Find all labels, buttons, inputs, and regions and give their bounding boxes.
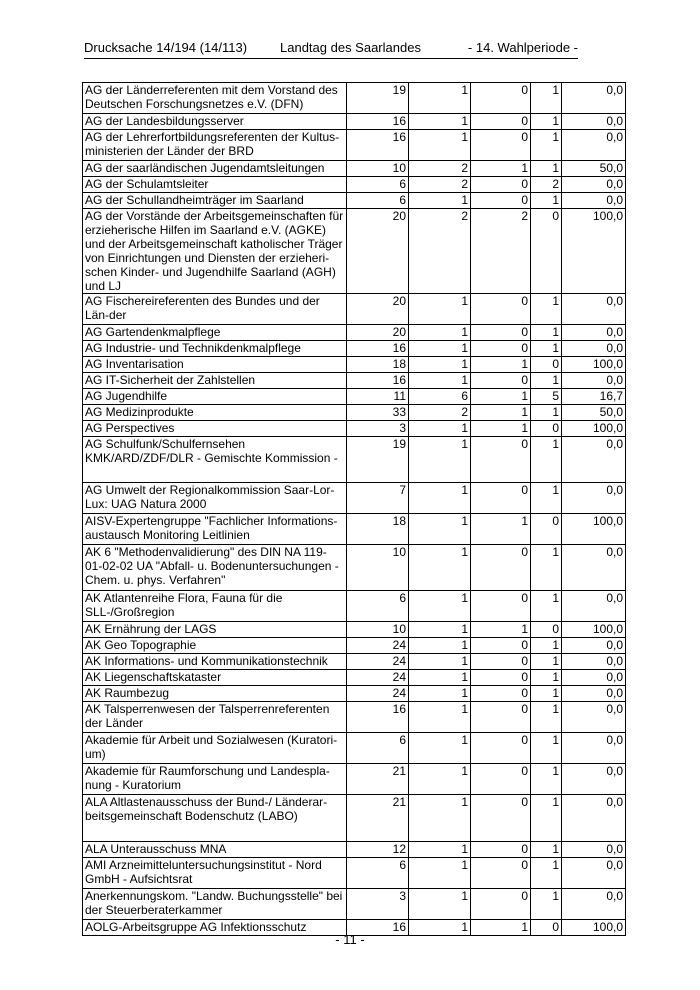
cell-value-c3: 1 bbox=[471, 389, 531, 405]
cell-value-c3: 1 bbox=[471, 920, 531, 936]
cell-value-c2: 1 bbox=[409, 733, 471, 764]
cell-value-c5: 0,0 bbox=[562, 483, 626, 514]
cell-value-c4: 1 bbox=[531, 161, 562, 177]
table-row bbox=[83, 795, 626, 842]
cell-value-c1: 11 bbox=[347, 389, 409, 405]
cell-value-c1: 33 bbox=[347, 405, 409, 421]
cell-value-c1: 16 bbox=[347, 341, 409, 357]
cell-value-c3: 0 bbox=[471, 114, 531, 130]
cell-value-c5: 0,0 bbox=[562, 193, 626, 209]
cell-value-c2: 1 bbox=[409, 83, 471, 114]
cell-value-c5: 0,0 bbox=[562, 842, 626, 858]
cell-value-c1: 16 bbox=[347, 114, 409, 130]
parliament-name: Landtag des Saarlandes bbox=[280, 40, 421, 55]
table-row bbox=[83, 733, 626, 764]
cell-value-c5: 0,0 bbox=[562, 114, 626, 130]
cell-value-c4: 5 bbox=[531, 389, 562, 405]
cell-value-c3: 0 bbox=[471, 373, 531, 389]
table-row bbox=[83, 591, 626, 622]
cell-name: AK Atlantenreihe Flora, Fauna für die SLL-/Großregion bbox=[83, 591, 347, 622]
table-row bbox=[83, 114, 626, 130]
cell-value-c5: 0,0 bbox=[562, 325, 626, 341]
cell-value-c4: 0 bbox=[531, 622, 562, 638]
table-row bbox=[83, 764, 626, 795]
table-row bbox=[83, 514, 626, 545]
cell-value-c1: 6 bbox=[347, 193, 409, 209]
cell-name: AG der Schulamtsleiter bbox=[83, 177, 347, 193]
cell-value-c4: 1 bbox=[531, 670, 562, 686]
table-row bbox=[83, 373, 626, 389]
cell-value-c2: 1 bbox=[409, 373, 471, 389]
cell-value-c2: 1 bbox=[409, 654, 471, 670]
cell-value-c4: 1 bbox=[531, 483, 562, 514]
cell-value-c3: 0 bbox=[471, 437, 531, 483]
cell-name: AG Industrie- und Technikdenkmalpflege bbox=[83, 341, 347, 357]
cell-value-c2: 1 bbox=[409, 130, 471, 161]
cell-value-c5: 0,0 bbox=[562, 670, 626, 686]
cell-value-c2: 1 bbox=[409, 686, 471, 702]
cell-value-c1: 20 bbox=[347, 325, 409, 341]
cell-value-c3: 0 bbox=[471, 795, 531, 842]
cell-value-c2: 1 bbox=[409, 622, 471, 638]
table-row bbox=[83, 622, 626, 638]
cell-value-c5: 0,0 bbox=[562, 591, 626, 622]
cell-value-c3: 1 bbox=[471, 421, 531, 437]
cell-name: Akademie für Arbeit und Sozialwesen (Kuratori-um) bbox=[83, 733, 347, 764]
cell-value-c3: 0 bbox=[471, 177, 531, 193]
legislative-period: - 14. Wahlperiode - bbox=[467, 40, 578, 55]
table-row bbox=[83, 193, 626, 209]
cell-value-c4: 1 bbox=[531, 764, 562, 795]
cell-name: AG IT-Sicherheit der Zahlstellen bbox=[83, 373, 347, 389]
cell-value-c2: 1 bbox=[409, 889, 471, 920]
table-row bbox=[83, 483, 626, 514]
cell-value-c2: 1 bbox=[409, 341, 471, 357]
cell-value-c2: 1 bbox=[409, 545, 471, 591]
cell-value-c5: 0,0 bbox=[562, 83, 626, 114]
cell-value-c4: 1 bbox=[531, 842, 562, 858]
table-row bbox=[83, 842, 626, 858]
cell-value-c3: 0 bbox=[471, 764, 531, 795]
cell-value-c1: 24 bbox=[347, 638, 409, 654]
cell-value-c4: 2 bbox=[531, 177, 562, 193]
cell-value-c5: 0,0 bbox=[562, 373, 626, 389]
table-row bbox=[83, 389, 626, 405]
cell-value-c2: 2 bbox=[409, 177, 471, 193]
cell-value-c5: 0,0 bbox=[562, 764, 626, 795]
cell-value-c1: 24 bbox=[347, 686, 409, 702]
cell-value-c3: 0 bbox=[471, 325, 531, 341]
cell-value-c1: 10 bbox=[347, 622, 409, 638]
cell-value-c3: 0 bbox=[471, 889, 531, 920]
cell-name: AK Ernährung der LAGS bbox=[83, 622, 347, 638]
cell-name: AK Geo Topographie bbox=[83, 638, 347, 654]
cell-value-c3: 0 bbox=[471, 733, 531, 764]
document-number: Drucksache 14/194 (14/113) bbox=[84, 40, 248, 55]
table-row bbox=[83, 421, 626, 437]
cell-value-c1: 3 bbox=[347, 421, 409, 437]
cell-value-c1: 12 bbox=[347, 842, 409, 858]
cell-name: AG der Lehrerfortbildungsreferenten der Kultus-ministerien der Länder der BRD bbox=[83, 130, 347, 161]
cell-value-c4: 1 bbox=[531, 795, 562, 842]
cell-value-c2: 1 bbox=[409, 483, 471, 514]
cell-name: AK Talsperrenwesen der Talsperrenreferenten der Länder bbox=[83, 702, 347, 733]
table-row bbox=[83, 686, 626, 702]
cell-value-c1: 7 bbox=[347, 483, 409, 514]
cell-value-c3: 0 bbox=[471, 83, 531, 114]
cell-value-c3: 0 bbox=[471, 842, 531, 858]
cell-value-c1: 3 bbox=[347, 889, 409, 920]
cell-value-c4: 1 bbox=[531, 405, 562, 421]
cell-value-c2: 1 bbox=[409, 858, 471, 889]
cell-value-c4: 1 bbox=[531, 341, 562, 357]
cell-value-c5: 0,0 bbox=[562, 437, 626, 483]
cell-value-c3: 0 bbox=[471, 294, 531, 325]
cell-value-c5: 100,0 bbox=[562, 357, 626, 373]
cell-value-c2: 1 bbox=[409, 357, 471, 373]
cell-value-c4: 0 bbox=[531, 421, 562, 437]
cell-value-c2: 2 bbox=[409, 209, 471, 294]
cell-value-c4: 0 bbox=[531, 357, 562, 373]
cell-value-c2: 1 bbox=[409, 114, 471, 130]
cell-name: ALA Altlastenausschuss der Bund-/ Länderar-beitsgemeinschaft Bodenschutz (LABO) bbox=[83, 795, 347, 842]
cell-value-c4: 0 bbox=[531, 920, 562, 936]
cell-name: AG Fischereireferenten des Bundes und der Län-der bbox=[83, 294, 347, 325]
cell-value-c3: 0 bbox=[471, 858, 531, 889]
cell-name: AG der Länderreferenten mit dem Vorstand des Deutschen Forschungsnetzes e.V. (DFN) bbox=[83, 83, 347, 114]
cell-value-c5: 50,0 bbox=[562, 161, 626, 177]
cell-value-c4: 1 bbox=[531, 638, 562, 654]
cell-value-c1: 24 bbox=[347, 654, 409, 670]
cell-value-c2: 1 bbox=[409, 638, 471, 654]
cell-value-c2: 1 bbox=[409, 702, 471, 733]
cell-value-c5: 50,0 bbox=[562, 405, 626, 421]
cell-value-c3: 0 bbox=[471, 341, 531, 357]
cell-value-c2: 6 bbox=[409, 389, 471, 405]
cell-name: ALA Unterausschuss MNA bbox=[83, 842, 347, 858]
cell-value-c1: 20 bbox=[347, 209, 409, 294]
cell-value-c5: 0,0 bbox=[562, 733, 626, 764]
table-row bbox=[83, 161, 626, 177]
table-row bbox=[83, 357, 626, 373]
cell-value-c1: 18 bbox=[347, 514, 409, 545]
cell-value-c5: 16,7 bbox=[562, 389, 626, 405]
cell-value-c5: 0,0 bbox=[562, 702, 626, 733]
cell-value-c2: 1 bbox=[409, 591, 471, 622]
cell-value-c3: 0 bbox=[471, 193, 531, 209]
table-row bbox=[83, 437, 626, 483]
cell-value-c1: 16 bbox=[347, 373, 409, 389]
cell-value-c2: 1 bbox=[409, 421, 471, 437]
cell-value-c5: 0,0 bbox=[562, 638, 626, 654]
cell-value-c1: 19 bbox=[347, 83, 409, 114]
cell-value-c1: 6 bbox=[347, 591, 409, 622]
cell-value-c1: 10 bbox=[347, 161, 409, 177]
cell-value-c4: 1 bbox=[531, 858, 562, 889]
cell-value-c1: 6 bbox=[347, 177, 409, 193]
cell-value-c2: 1 bbox=[409, 514, 471, 545]
cell-value-c4: 1 bbox=[531, 686, 562, 702]
cell-value-c2: 1 bbox=[409, 764, 471, 795]
cell-value-c1: 21 bbox=[347, 764, 409, 795]
cell-value-c2: 1 bbox=[409, 193, 471, 209]
cell-name: AG Umwelt der Regionalkommission Saar-Lor-Lux: UAG Natura 2000 bbox=[83, 483, 347, 514]
cell-value-c4: 1 bbox=[531, 545, 562, 591]
cell-value-c4: 1 bbox=[531, 373, 562, 389]
page-number: - 11 - bbox=[335, 932, 365, 947]
cell-value-c1: 19 bbox=[347, 437, 409, 483]
cell-name: AG der Vorstände der Arbeitsgemeinschaften für erzieherische Hilfen im Saarland e.V. (AGKE) und der Arbeitsgemeinschaft katholischer Träger von Einrichtungen und Diensten der erzieheri-schen Kinder- und Jugendhilfe Saarland (AGH) und LJ bbox=[83, 209, 347, 294]
cell-value-c3: 0 bbox=[471, 686, 531, 702]
cell-name: AOLG-Arbeitsgruppe AG Infektionsschutz bbox=[83, 920, 347, 936]
cell-value-c5: 0,0 bbox=[562, 654, 626, 670]
cell-value-c3: 0 bbox=[471, 545, 531, 591]
cell-value-c1: 21 bbox=[347, 795, 409, 842]
cell-value-c3: 1 bbox=[471, 357, 531, 373]
cell-value-c4: 0 bbox=[531, 209, 562, 294]
table-row bbox=[83, 654, 626, 670]
cell-value-c4: 1 bbox=[531, 294, 562, 325]
cell-value-c5: 100,0 bbox=[562, 421, 626, 437]
table-row bbox=[83, 889, 626, 920]
cell-name: Akademie für Raumforschung und Landespla-nung - Kuratorium bbox=[83, 764, 347, 795]
cell-name: AG der saarländischen Jugendamtsleitungen bbox=[83, 161, 347, 177]
cell-value-c4: 1 bbox=[531, 83, 562, 114]
cell-value-c5: 100,0 bbox=[562, 514, 626, 545]
cell-value-c1: 6 bbox=[347, 858, 409, 889]
cell-value-c5: 0,0 bbox=[562, 545, 626, 591]
cell-value-c1: 20 bbox=[347, 294, 409, 325]
cell-name: Anerkennungskom. "Landw. Buchungsstelle" bei der Steuerberaterkammer bbox=[83, 889, 347, 920]
cell-name: AG Inventarisation bbox=[83, 357, 347, 373]
cell-value-c1: 10 bbox=[347, 545, 409, 591]
cell-value-c1: 16 bbox=[347, 702, 409, 733]
cell-name: AG Jugendhilfe bbox=[83, 389, 347, 405]
table-row bbox=[83, 341, 626, 357]
cell-value-c4: 1 bbox=[531, 889, 562, 920]
cell-value-c2: 1 bbox=[409, 294, 471, 325]
cell-value-c4: 0 bbox=[531, 514, 562, 545]
cell-value-c2: 1 bbox=[409, 670, 471, 686]
cell-value-c4: 1 bbox=[531, 114, 562, 130]
cell-value-c4: 1 bbox=[531, 702, 562, 733]
cell-value-c4: 1 bbox=[531, 654, 562, 670]
cell-name: AK 6 "Methodenvalidierung" des DIN NA 119-01-02-02 UA "Abfall- u. Bodenuntersuchungen - Chem. u. phys. Verfahren" bbox=[83, 545, 347, 591]
cell-value-c3: 0 bbox=[471, 483, 531, 514]
cell-name: AG Gartendenkmalpflege bbox=[83, 325, 347, 341]
cell-value-c1: 18 bbox=[347, 357, 409, 373]
committee-table bbox=[82, 82, 626, 936]
cell-value-c1: 6 bbox=[347, 733, 409, 764]
cell-value-c3: 1 bbox=[471, 514, 531, 545]
cell-name: AG Perspectives bbox=[83, 421, 347, 437]
cell-value-c5: 0,0 bbox=[562, 177, 626, 193]
cell-value-c4: 1 bbox=[531, 130, 562, 161]
table-row bbox=[83, 858, 626, 889]
cell-value-c3: 0 bbox=[471, 670, 531, 686]
table-row bbox=[83, 405, 626, 421]
cell-value-c1: 16 bbox=[347, 130, 409, 161]
table-row bbox=[83, 209, 626, 294]
cell-value-c3: 0 bbox=[471, 130, 531, 161]
table-row bbox=[83, 670, 626, 686]
cell-value-c5: 0,0 bbox=[562, 341, 626, 357]
cell-value-c5: 0,0 bbox=[562, 795, 626, 842]
cell-name: AMI Arzneimitteluntersuchungsinstitut - Nord GmbH - Aufsichtsrat bbox=[83, 858, 347, 889]
cell-value-c3: 0 bbox=[471, 654, 531, 670]
table-row bbox=[83, 294, 626, 325]
cell-value-c3: 2 bbox=[471, 209, 531, 294]
cell-value-c2: 2 bbox=[409, 161, 471, 177]
cell-value-c2: 1 bbox=[409, 920, 471, 936]
cell-value-c2: 1 bbox=[409, 795, 471, 842]
cell-value-c2: 1 bbox=[409, 437, 471, 483]
page-header bbox=[84, 40, 578, 59]
cell-name: AK Informations- und Kommunikationstechnik bbox=[83, 654, 347, 670]
cell-name: AG Schulfunk/Schulfernsehen KMK/ARD/ZDF/DLR - Gemischte Kommission - bbox=[83, 437, 347, 483]
cell-value-c3: 0 bbox=[471, 638, 531, 654]
cell-value-c1: 24 bbox=[347, 670, 409, 686]
cell-value-c4: 1 bbox=[531, 591, 562, 622]
cell-value-c4: 1 bbox=[531, 325, 562, 341]
cell-value-c4: 1 bbox=[531, 733, 562, 764]
cell-value-c3: 1 bbox=[471, 622, 531, 638]
cell-value-c5: 0,0 bbox=[562, 294, 626, 325]
cell-value-c3: 0 bbox=[471, 591, 531, 622]
cell-value-c5: 100,0 bbox=[562, 920, 626, 936]
cell-value-c2: 2 bbox=[409, 405, 471, 421]
cell-value-c5: 0,0 bbox=[562, 686, 626, 702]
cell-value-c5: 0,0 bbox=[562, 130, 626, 161]
cell-name: AK Liegenschaftskataster bbox=[83, 670, 347, 686]
table-row bbox=[83, 130, 626, 161]
cell-value-c3: 0 bbox=[471, 702, 531, 733]
table-row bbox=[83, 638, 626, 654]
cell-value-c4: 1 bbox=[531, 437, 562, 483]
cell-name: AG der Landesbildungsserver bbox=[83, 114, 347, 130]
cell-value-c5: 100,0 bbox=[562, 209, 626, 294]
cell-value-c2: 1 bbox=[409, 325, 471, 341]
table-row bbox=[83, 702, 626, 733]
table-row bbox=[83, 83, 626, 114]
cell-value-c3: 1 bbox=[471, 405, 531, 421]
cell-value-c5: 0,0 bbox=[562, 889, 626, 920]
cell-name: AG Medizinprodukte bbox=[83, 405, 347, 421]
table-row bbox=[83, 545, 626, 591]
cell-value-c1: 16 bbox=[347, 920, 409, 936]
table-row bbox=[83, 325, 626, 341]
cell-name: AISV-Expertengruppe "Fachlicher Informations-austausch Monitoring Leitlinien bbox=[83, 514, 347, 545]
cell-value-c4: 1 bbox=[531, 193, 562, 209]
cell-value-c3: 1 bbox=[471, 161, 531, 177]
cell-name: AK Raumbezug bbox=[83, 686, 347, 702]
table-row bbox=[83, 177, 626, 193]
cell-value-c5: 100,0 bbox=[562, 622, 626, 638]
cell-name: AG der Schullandheimträger im Saarland bbox=[83, 193, 347, 209]
cell-value-c2: 1 bbox=[409, 842, 471, 858]
cell-value-c5: 0,0 bbox=[562, 858, 626, 889]
